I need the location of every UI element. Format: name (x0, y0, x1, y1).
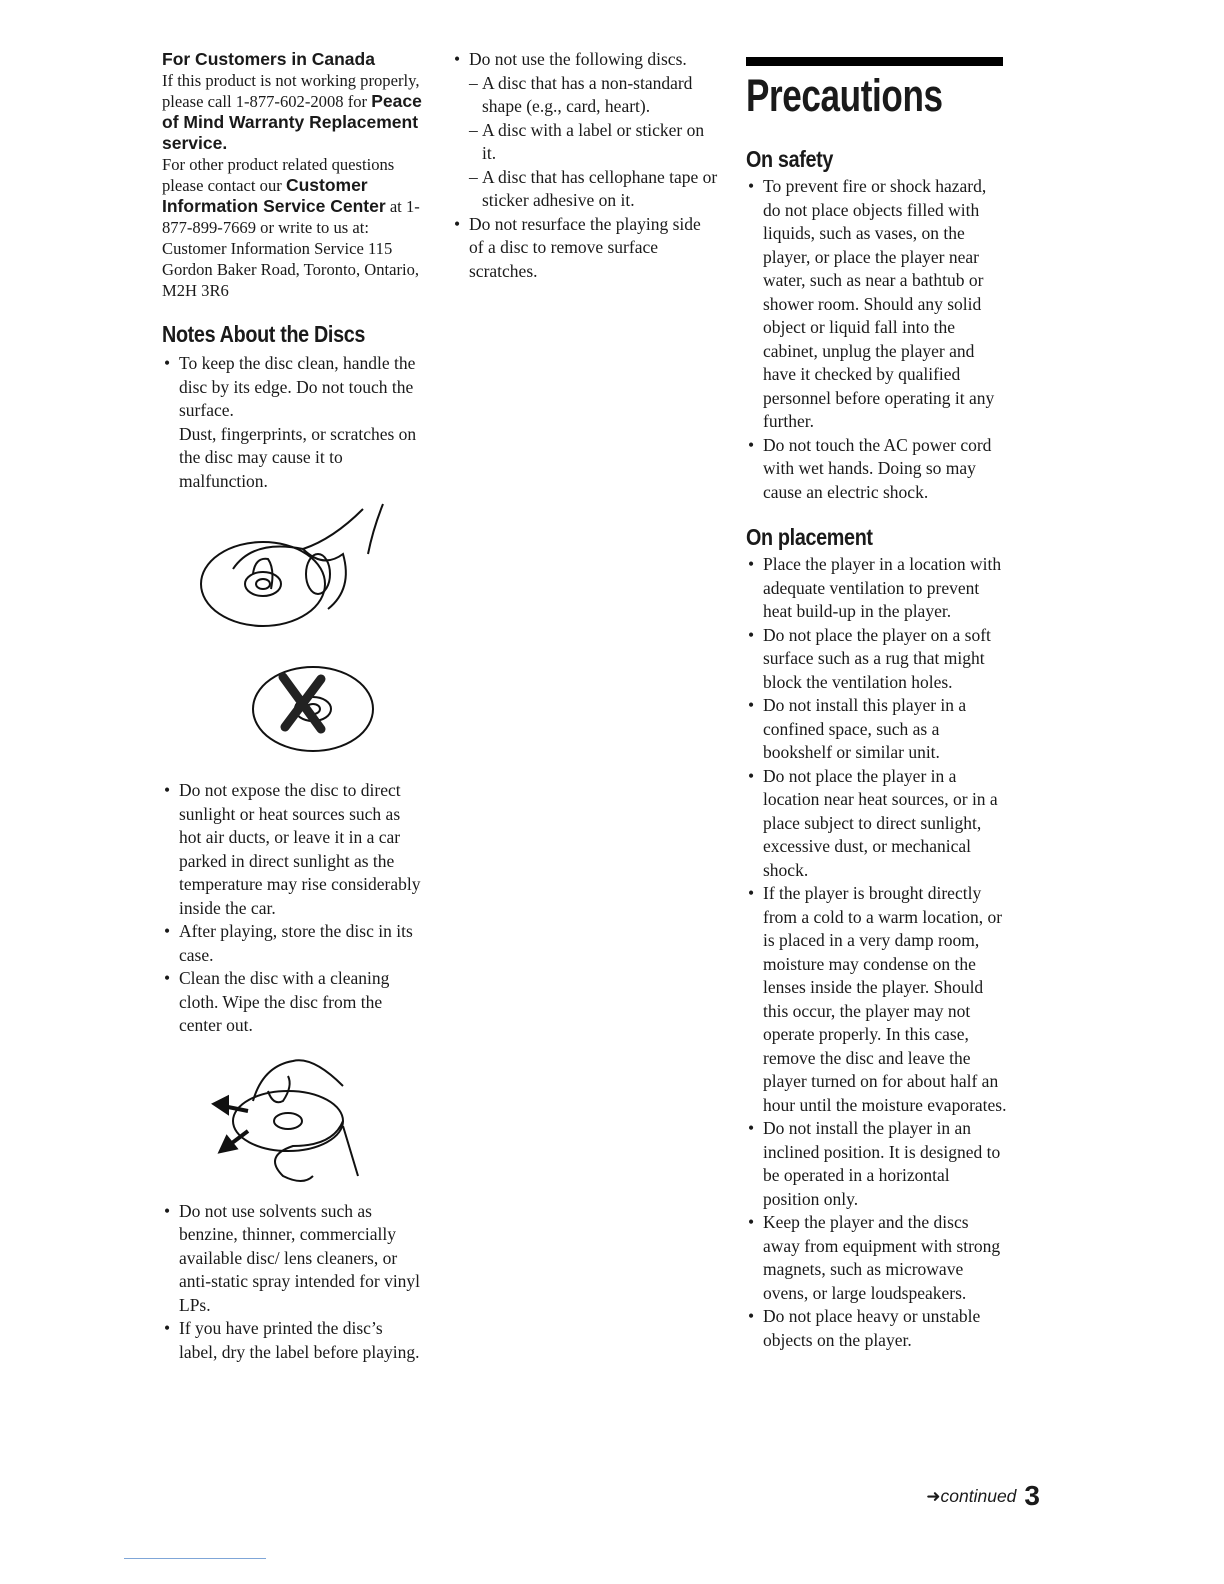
placement-list (746, 553, 1008, 1352)
column-right (746, 146, 1008, 1352)
sublist-item: – A disc that has a non-standard shape (e.g., card, heart). (469, 72, 718, 119)
safety-heading: On safety (746, 146, 834, 172)
canada-text: at 1-877-899-7669 or write to us at: Customer Information Service 115 Gordon Baker Road, Toronto, Ontario, M2H 3R6 (162, 197, 420, 300)
notes-list-c (162, 1200, 424, 1365)
list-item: • To keep the disc clean, handle the disc by its edge. Do not touch the surface. Dust, fingerprints, or scratches on the disc may cause it to malfunction. (162, 352, 424, 493)
disc-cleaning-illustration (193, 1046, 393, 1186)
list-item: • Do not resurface the playing side of a disc to remove surface scratches. (452, 213, 718, 284)
section-rule (746, 57, 1003, 66)
list-item: • Place the player in a location with adequate ventilation to prevent heat build-up in the player. (746, 553, 1008, 624)
notes-heading: Notes About the Discs (162, 321, 366, 347)
arrow-right-icon: ➜ (926, 1487, 941, 1507)
list-item: • Do not expose the disc to direct sunlight or heat sources such as hot air ducts, or leave it in a car parked in direct sunlight as the temperature may rise considerably inside the car. (162, 779, 424, 920)
list-item: • To prevent fire or shock hazard, do not place objects filled with liquids, such as vases, on the player, or place the player near water, such as near a bathtub or shower room. Should any solid object or liquid fall into the cabinet, unplug the player and have it checked by qualified personnel before operating it any further. (746, 175, 1008, 434)
bottom-rule (124, 1558, 266, 1559)
canada-service-center-highlight: Customer Information Service Center (162, 175, 386, 216)
canada-paragraph-1 (162, 70, 424, 154)
notes-list-a (162, 352, 424, 493)
precautions-title: Precautions (746, 70, 943, 121)
list-item: • Keep the player and the discs away from equipment with strong magnets, such as microwave ovens, or large loudspeakers. (746, 1211, 1008, 1305)
list-item: • After playing, store the disc in its case. (162, 920, 424, 967)
column-left (162, 48, 424, 1364)
canada-paragraph-2 (162, 154, 424, 301)
list-item: • Clean the disc with a cleaning cloth. Wipe the disc from the center out. (162, 967, 424, 1038)
canada-text: For other product related questions please contact our (162, 155, 395, 195)
disc-handling-illustration (193, 499, 393, 769)
unsuitable-discs-sublist (469, 72, 718, 213)
canada-text: If this product is not working properly, please call 1-877-602-2008 for (162, 71, 420, 111)
notes-list-b (162, 779, 424, 1038)
sublist-item: – A disc that has cellophane tape or sticker adhesive on it. (469, 166, 718, 213)
page-footer (880, 1480, 1040, 1512)
list-item: • Do not use solvents such as benzine, thinner, commercially available disc/ lens cleaners, or anti-static spray intended for vinyl LPs. (162, 1200, 424, 1318)
canada-heading: For Customers in Canada (162, 49, 375, 69)
safety-list (746, 175, 1008, 504)
list-item: • Do not place heavy or unstable objects on the player. (746, 1305, 1008, 1352)
list-item: • Do not place the player on a soft surface such as a rug that might block the ventilation holes. (746, 624, 1008, 695)
placement-heading: On placement (746, 524, 873, 550)
list-item: • Do not touch the AC power cord with wet hands. Doing so may cause an electric shock. (746, 434, 1008, 505)
disc-usage-list (452, 48, 718, 283)
list-item: • If you have printed the disc’s label, dry the label before playing. (162, 1317, 424, 1364)
list-item: • If the player is brought directly from a cold to a warm location, or is placed in a very damp room, moisture may condense on the lenses inside the player. Should this occur, the player may not operate properly. In this case, remove the disc and leave the player turned on for about half an hour until the moisture evaporates. (746, 882, 1008, 1117)
canada-warranty-highlight: Peace of Mind Warranty Replacement service. (162, 91, 422, 153)
list-item: • Do not install this player in a confined space, such as a bookshelf or similar unit. (746, 694, 1008, 765)
column-middle (452, 48, 718, 283)
list-item: • Do not use the following discs. – A disc that has a non-standard shape (e.g., card, heart). – A disc with a label or sticker on it. – A disc that has cellophane tape or sticker adhesive on it. (452, 48, 718, 213)
continued-label: continued (940, 1486, 1017, 1506)
page-number: 3 (1024, 1480, 1040, 1511)
sublist-item: – A disc with a label or sticker on it. (469, 119, 718, 166)
list-item: • Do not place the player in a location near heat sources, or in a place subject to direct sunlight, excessive dust, or mechanical shock. (746, 765, 1008, 883)
list-item: • Do not install the player in an inclined position. It is designed to be operated in a horizontal position only. (746, 1117, 1008, 1211)
